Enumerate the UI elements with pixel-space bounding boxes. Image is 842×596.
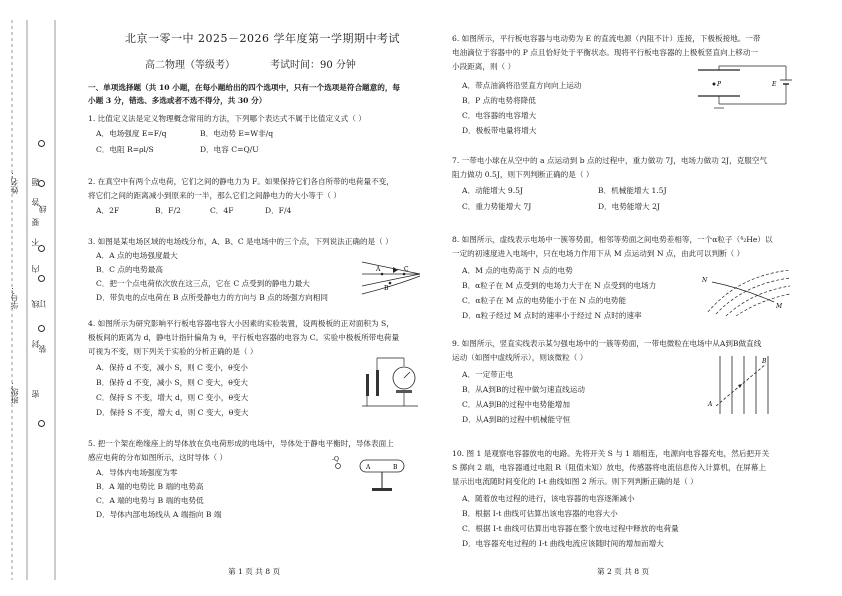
q4-capacitor-electrometer-figure (362, 352, 420, 410)
q10-option-a: A．随着放电过程的进行，该电容器的电容逐渐减小 (462, 494, 635, 503)
q2-option-b: B．F/2 (155, 206, 181, 215)
line-word: 订 (38, 300, 47, 308)
q5-option-c: C．A 端的电势与 B 端的电势低 (96, 496, 204, 505)
q10-option-c: C．根据 I-t 曲线可估算出电容器在整个放电过程中释放的电荷量 (462, 524, 679, 533)
q6-option-a: A．带点油滴将沿竖直方向向上运动 (462, 81, 582, 90)
q3-label-a: A (376, 266, 381, 273)
q5-label-a: A (366, 464, 371, 471)
q6-stem-2: 电油滴位于容器中的 P 点且恰好处于平衡状态。现将平行板电容器的上极板竖直向上移动一 (452, 48, 759, 57)
q10-stem-1: 10. 图 1 是观察电容器放电的电路。先将开关 S 与 1 端相连，电源向电容器充电，然后把开关 (452, 449, 770, 458)
line-word: 装 (38, 345, 47, 353)
binding-circle (38, 140, 45, 147)
q9-stem-1: 9. 如图所示，竖直实线表示某匀强电场中的一簇等势面，一带电微粒在电场中从A到B做直线 (452, 339, 762, 348)
q7-option-c: C．重力势能增大 7J (462, 202, 532, 211)
q1-option-c: C．电阻 R=ρl/S (96, 145, 154, 154)
q5-stem-2: 感应电荷的分布如图所示，这时导体（ ） (88, 453, 228, 462)
q4-option-d: D．保持 S 不变，增大 d，则 C 变大，θ变大 (96, 408, 249, 417)
q2-stem-1: 2. 在真空中有两个点电荷，它们之间的静电力为 F。如果保持它们各自所带的电荷量不变， (88, 177, 394, 186)
q2-option-d: D．F/4 (265, 206, 292, 215)
exam-title: 北京一零一中 2025－2026 学年度第一学期期中考试 (125, 32, 400, 45)
q3-option-d: D．带负电的点电荷在 B 点所受静电力的方向与 B 点的场强方向相同 (96, 293, 328, 302)
q2-option-c: C．4F (210, 206, 234, 215)
binding-circle (38, 245, 45, 252)
seal-word: 题 (31, 178, 40, 186)
q2-stem-2: 将它们之间的距离减小到原来的一半，那么它们之间静电力的大小等于（ ） (88, 191, 342, 200)
q3-option-c: C．把一个点电荷依次放在这三点，它在 C 点受到的静电力最大 (96, 279, 310, 288)
q1-option-d: D．电容 C=Q/U (200, 145, 259, 154)
seal-word: 不 (31, 238, 40, 246)
q3-label-c: C (404, 266, 409, 273)
q7-stem-1: 7. 一带电小球在从空中的 a 点运动到 b 点的过程中，重力做功 7J，电场力做功 2J，克服空气 (452, 156, 768, 165)
exam-subject: 高二物理（等级考） (145, 60, 235, 71)
q6-option-c: C．电容器的电容增大 (462, 111, 537, 120)
q9-label-a: A (708, 401, 713, 408)
q8-label-m: M (776, 303, 783, 310)
q4-option-c: C．保持 S 不变，增大 d，则 C 变小，θ变大 (96, 393, 249, 402)
name-label: 姓名： (10, 170, 19, 194)
section-heading-cont: 小题 3 分，错选、多选或者不选不得分，共 30 分） (88, 96, 267, 105)
q8-label-n: N (702, 277, 708, 284)
q3-option-b: B．C 点的电势最高 (96, 265, 163, 274)
q4-stem-2: 极板间的距离为 d，静电计指针偏角为 θ，平行板电容器的电容为 C。实验中极板所带电荷量 (88, 333, 400, 342)
q7-option-b: B．机械能增大 1.5J (598, 186, 667, 195)
seal-word: 内 (31, 265, 40, 273)
q8-option-b: B．α粒子在 M 点受到的电场力大于在 N 点受到的电场力 (462, 281, 657, 290)
q7-option-d: D．电势能增大 2J (598, 202, 660, 211)
q8-option-c: C．α粒子在 M 点的电势能小于在 N 点的电势能 (462, 296, 627, 305)
q5-option-b: B．A 端的电势比 B 端的电势高 (96, 482, 204, 491)
binding-circle (38, 325, 45, 332)
q6-stem-1: 6. 如图所示，平行板电容器与电动势为 E 的直流电源（内阻不计）连接，下极板接地。一带 (452, 34, 761, 43)
binding-circle (38, 420, 45, 427)
seal-word: 密 (31, 390, 40, 398)
q10-stem-3: 显示出电流随时间变化的 I-t 曲线如图 2 所示。则下列判断正确的是（ ） (452, 477, 698, 486)
q5-stem-1: 5. 把一个架在绝缘座上的导体放在负电荷形成的电场中，导体处于静电平衡时，导体表面上 (88, 439, 394, 448)
page-number-right: 第 2 页 共 8 页 (597, 567, 650, 576)
q8-stem-2: 一定的初速度进入电场中，只在电场力作用下从 M 点运动到 N 点，由此可以判断（ ） (452, 249, 745, 258)
q5-label-b: B (393, 464, 398, 471)
seal-word: 要 (31, 218, 40, 226)
binding-circle (38, 275, 45, 282)
q6-option-d: D．极板带电量将增大 (462, 126, 537, 135)
q8-option-a: A．M 点的电势高于 N 点的电势 (462, 266, 573, 275)
q3-label-b: B (384, 285, 389, 292)
q10-stem-2: S 掷向 2 端，电容器通过电阻 R（阻值未知）放电，传感器将电流信息传入计算机，在屏幕上 (452, 463, 766, 472)
q7-option-a: A．动能增大 9.5J (462, 186, 523, 195)
q6-stem-3: 小段距离，则（ ） (452, 62, 516, 71)
q4-option-a: A．保持 d 不变，减小 S，则 C 变小，θ变小 (96, 363, 248, 372)
q8-stem-1: 8. 如图所示，虚线表示电场中一簇等势面，相邻等势面之间电势差相等，一个α粒子（⁴₂He）以 (452, 235, 773, 244)
line-word: 线 (38, 205, 47, 213)
q5-label-q: -Q (332, 456, 339, 463)
q7-stem-2: 阻力做功 0.5J，则下列判断正确的是（ ） (452, 170, 594, 179)
q9-stem-2: 运动（如图中虚线所示），则该微粒（ ） (452, 353, 588, 362)
q3-stem: 3. 如图是某电场区域的电场线分布，A、B、C 是电场中的三个点，下列说法正确的是（ ） (88, 237, 393, 246)
exam-time: 考试时间：90 分钟 (270, 60, 356, 71)
page-number-left: 第 1 页 共 8 页 (228, 567, 281, 576)
q3-option-a: A．A 点的电场强度最大 (96, 251, 178, 260)
seal-word: 答 (31, 198, 40, 206)
class-label: 班级： (10, 380, 19, 404)
q3-field-line-figure (360, 252, 422, 298)
q9-option-b: B．从A到B的过程中做匀速直线运动 (462, 385, 585, 394)
q6-label-p: P (717, 81, 722, 88)
q5-conductor-figure (330, 452, 416, 496)
q1-stem: 1. 比值定义法是定义物理概念常用的方法，下列哪个表达式不属于比值定义式（ ） (88, 114, 366, 123)
q6-capacitor-circuit-figure (690, 64, 796, 110)
q9-label-b: B (762, 358, 767, 365)
q5-option-d: D．导体内部电场线从 A 端指向 B 端 (96, 510, 222, 519)
section-heading: 一、单项选择题（共 10 小题，在每小题给出的四个选项中，只有一个选项是符合题意的，每 (88, 83, 401, 92)
seal-word: 封 (31, 340, 40, 348)
binding-margin (0, 0, 80, 596)
q10-option-d: D．电容器充电过程的 I-t 曲线电流应该随时间的增加而增大 (462, 539, 664, 548)
id-label: 学号： (10, 285, 19, 309)
q9-option-a: A．一定带正电 (462, 370, 514, 379)
q4-stem-3: 可视为不变，则下列关于实验的分析正确的是（ ） (88, 347, 258, 356)
seal-word: 线 (31, 300, 40, 308)
q6-label-e: E (772, 81, 777, 88)
q2-option-a: A．2F (96, 206, 120, 215)
q8-equipotential-figure (698, 266, 794, 316)
q4-option-b: B．保持 d 不变，减小 S，则 C 变大，θ变大 (96, 378, 248, 387)
q5-option-a: A．导体内电场强度为零 (96, 468, 178, 477)
q1-option-b: B．电动势 E=W非/q (200, 129, 274, 138)
q9-field-figure (706, 354, 776, 416)
q8-option-d: D．α粒子经过 M 点时的速率小于经过 N 点时的速率 (462, 311, 642, 320)
binding-circle (38, 180, 45, 187)
q4-stem-1: 4. 如图所示为研究影响平行板电容器电容大小因素的实验装置，设两极板的正对面积为 S， (88, 319, 394, 328)
q1-option-a: A．电场强度 E=F/q (96, 129, 167, 138)
q10-option-b: B．根据 I-t 曲线可估算出该电容器的电容大小 (462, 509, 618, 518)
q9-option-c: C．从A到B的过程中电势能增加 (462, 400, 570, 409)
q6-option-b: B．P 点的电势将降低 (462, 96, 536, 105)
q9-option-d: D．从A到B的过程中机械能守恒 (462, 415, 571, 424)
